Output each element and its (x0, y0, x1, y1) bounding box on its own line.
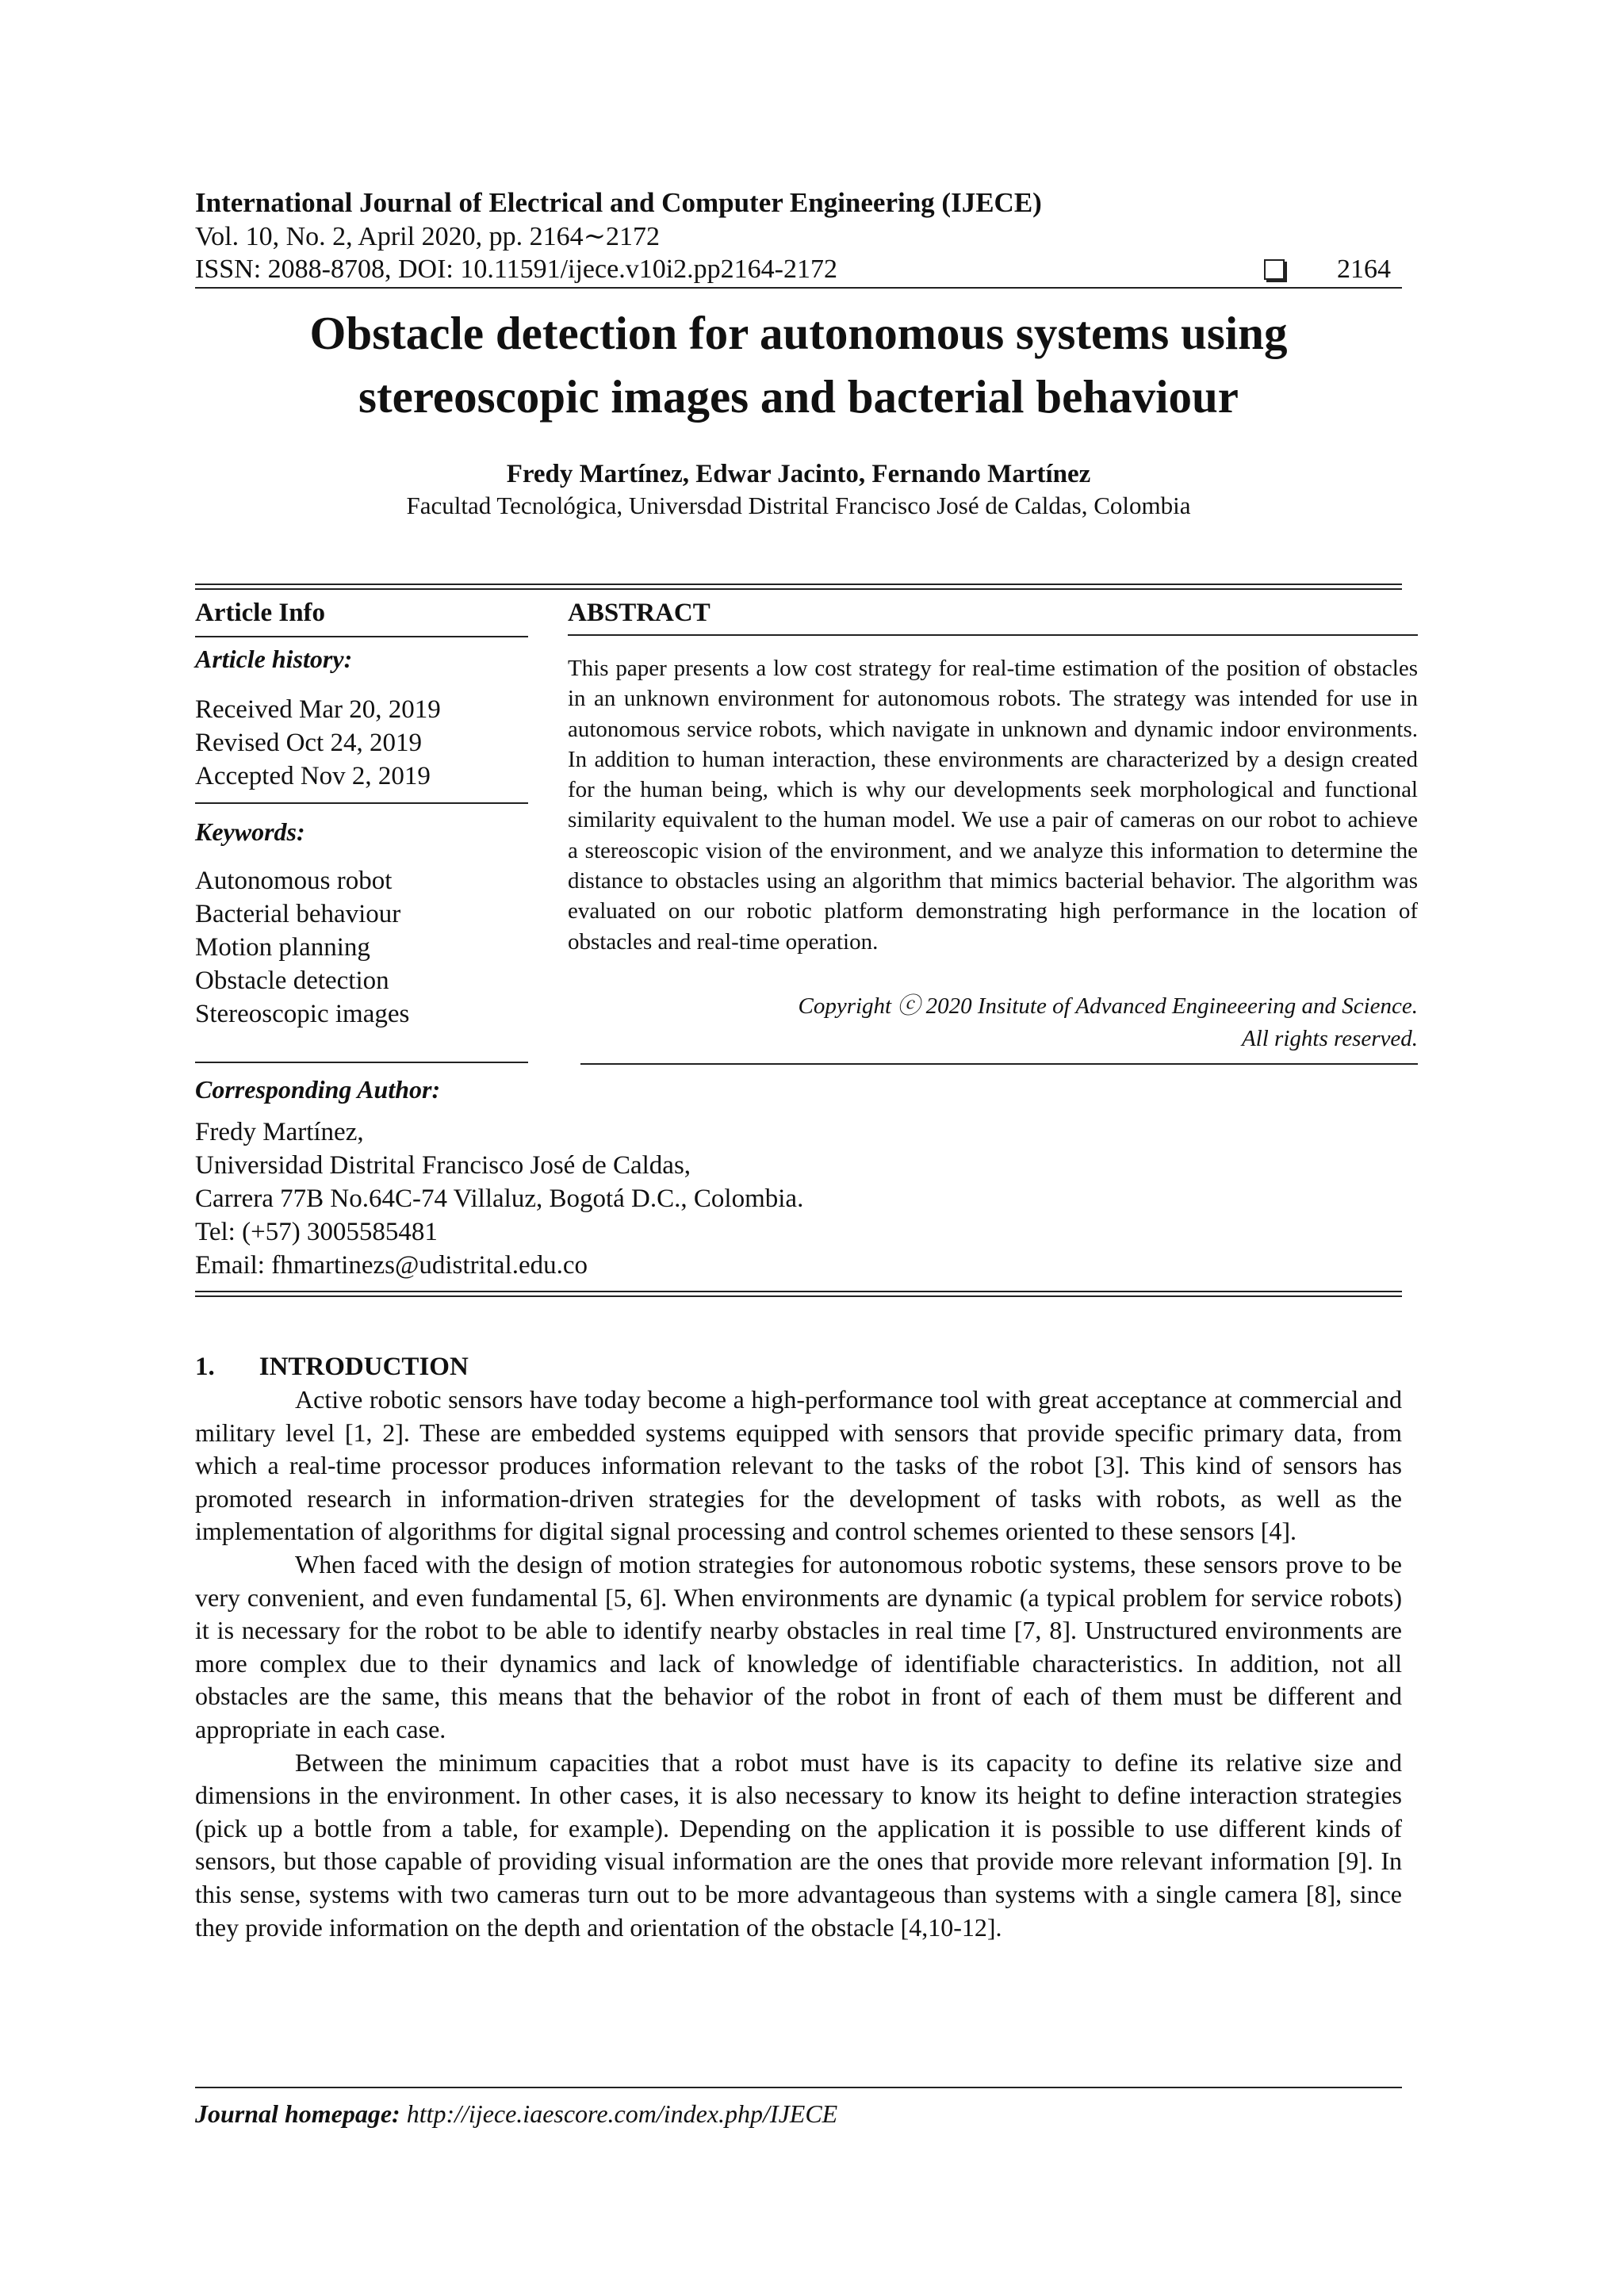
keywords-heading: Keywords: (195, 817, 305, 846)
copyright-notice (568, 990, 1418, 1055)
keyword-item: Obstacle detection (195, 966, 389, 995)
info-top-rule-2 (195, 588, 1402, 590)
abstract-body: This paper presents a low cost strategy for real-time estimation of the position of obstacles in an unknown environment for autonomous robots. The strategy was intended for use in autonomous service robots, which navigate in unknown and dynamic indoor environments. In addition to human interaction, these environments are characterized by a design created for the human being, which is why our developments seek morphological and functional similarity equivalent to the human model. We use a pair of cameras on our robot to achieve a stereoscopic vision of the environment, and we analyze this information to determine the distance to obstacles using an algorithm that mimics bacterial behavior. The algorithm was evaluated on our robotic platform demonstrating high performance in the location of obstacles and real-time operation. (568, 656, 1418, 955)
copyright-line-2: All rights reserved. (1241, 1025, 1418, 1051)
journal-name: International Journal of Electrical and Computer Engineering (IJECE) (195, 187, 1042, 218)
paper-title (195, 301, 1402, 428)
copyright-line-1: Copyright ⓒ 2020 Insitute of Advanced Engineeering and Science. (798, 993, 1418, 1019)
author-address: Carrera 77B No.64C-74 Villaluz, Bogotá D.C., Colombia. (195, 1184, 804, 1213)
info-bottom-rule-2 (195, 1295, 1402, 1297)
keywords-rule (195, 1062, 528, 1063)
info-bottom-rule (195, 1291, 1402, 1292)
volume-info: Vol. 10, No. 2, April 2020, pp. 2164∼2172 (195, 222, 661, 251)
author-institution: Universidad Distrital Francisco José de Caldas, (195, 1151, 691, 1180)
footer-rule (195, 2087, 1402, 2088)
keyword-item: Bacterial behaviour (195, 900, 401, 928)
received-date: Received Mar 20, 2019 (195, 695, 441, 724)
info-top-rule (195, 584, 1402, 585)
article-info-heading: Article Info (195, 599, 326, 627)
author-list: Fredy Martínez, Edwar Jacinto, Fernando Martínez (506, 460, 1091, 488)
revised-date: Revised Oct 24, 2019 (195, 729, 422, 757)
issn-row (195, 253, 1402, 285)
square-box-icon (1264, 259, 1285, 280)
keyword-item: Autonomous robot (195, 867, 393, 895)
intro-paragraph-1: Active robotic sensors have today become a high-performance tool with great acceptance at commercial and military level [1, 2]. These are embedded systems equipped with sensors that provide specific primary data, from which a real-time processor produces information relevant to the tasks of the robot [3]. This kind of sensors has promoted research in information-driven strategies for the development of tasks with robots, as well as the implementation of algorithms for digital signal processing and control schemes oriented to these sensors [4]. (195, 1385, 1402, 1546)
header-rule (195, 287, 1402, 289)
abstract-heading: ABSTRACT (568, 599, 710, 627)
issn-doi: ISSN: 2088-8708, DOI: 10.11591/ijece.v10i2.pp2164-2172 (195, 254, 837, 284)
introduction-heading (195, 1350, 1402, 1383)
introduction-section (195, 1350, 1402, 1944)
footer-label: Journal homepage: (195, 2099, 400, 2128)
page-number: 2164 (1337, 254, 1391, 284)
author-phone: Tel: (+57) 3005585481 (195, 1218, 438, 1246)
intro-paragraph-3: Between the minimum capacities that a robot must have is its capacity to define its relative size and dimensions in the environment. In other cases, it is also necessary to know its height to define interaction strategies (pick up a bottle from a table, for example). Depending on the application it is possible to use different kinds of sensors, but those capable of providing visual information are the ones that provide more relevant information [9]. In this sense, systems with two cameras turn out to be more advantageous than systems with a single camera [8], since they provide information on the depth and orientation of the obstacle [4,10-12]. (195, 1747, 1402, 1942)
author-email: Email: fhmartinezs@udistrital.edu.co (195, 1251, 588, 1280)
abstract-heading-rule (568, 634, 1418, 636)
accepted-date: Accepted Nov 2, 2019 (195, 762, 431, 790)
author-name: Fredy Martínez, (195, 1118, 364, 1146)
journal-footer (195, 2097, 1402, 2130)
section-title: INTRODUCTION (259, 1353, 469, 1381)
section-number: 1. (195, 1353, 215, 1381)
affiliation: Facultad Tecnológica, Universdad Distrital Francisco José de Caldas, Colombia (406, 492, 1191, 519)
article-info-rule (195, 636, 528, 637)
corresponding-heading: Corresponding Author: (195, 1075, 441, 1104)
footer-url[interactable]: http://ijece.iaescore.com/index.php/IJECE (406, 2099, 838, 2128)
header-right (1264, 253, 1402, 285)
keyword-item: Motion planning (195, 933, 370, 962)
journal-header (195, 186, 1402, 285)
title-line-1: Obstacle detection for autonomous systems using (309, 307, 1288, 359)
article-info (195, 596, 528, 1031)
title-line-2: stereoscopic images and bacterial behaviour (358, 370, 1239, 423)
keyword-item: Stereoscopic images (195, 1000, 410, 1028)
intro-paragraph-2: When faced with the design of motion strategies for autonomous robotic systems, these sensors prove to be very convenient, and even fundamental [5, 6]. When environments are dynamic (a typical problem for service robots) it is necessary for the robot to be able to identify nearby obstacles in real time [7, 8]. Unstructured environments are more complex due to their dynamics and lack of knowledge of identifiable characteristics. In addition, not all obstacles are the same, this means that the behavior of the robot in front of each of them must be different and appropriate in each case. (195, 1549, 1402, 1743)
abstract-section (568, 596, 1418, 1055)
abstract-bottom-rule (580, 1063, 1418, 1065)
history-heading: Article history: (195, 645, 353, 673)
corresponding-author (195, 1073, 1402, 1282)
history-rule (195, 802, 528, 804)
